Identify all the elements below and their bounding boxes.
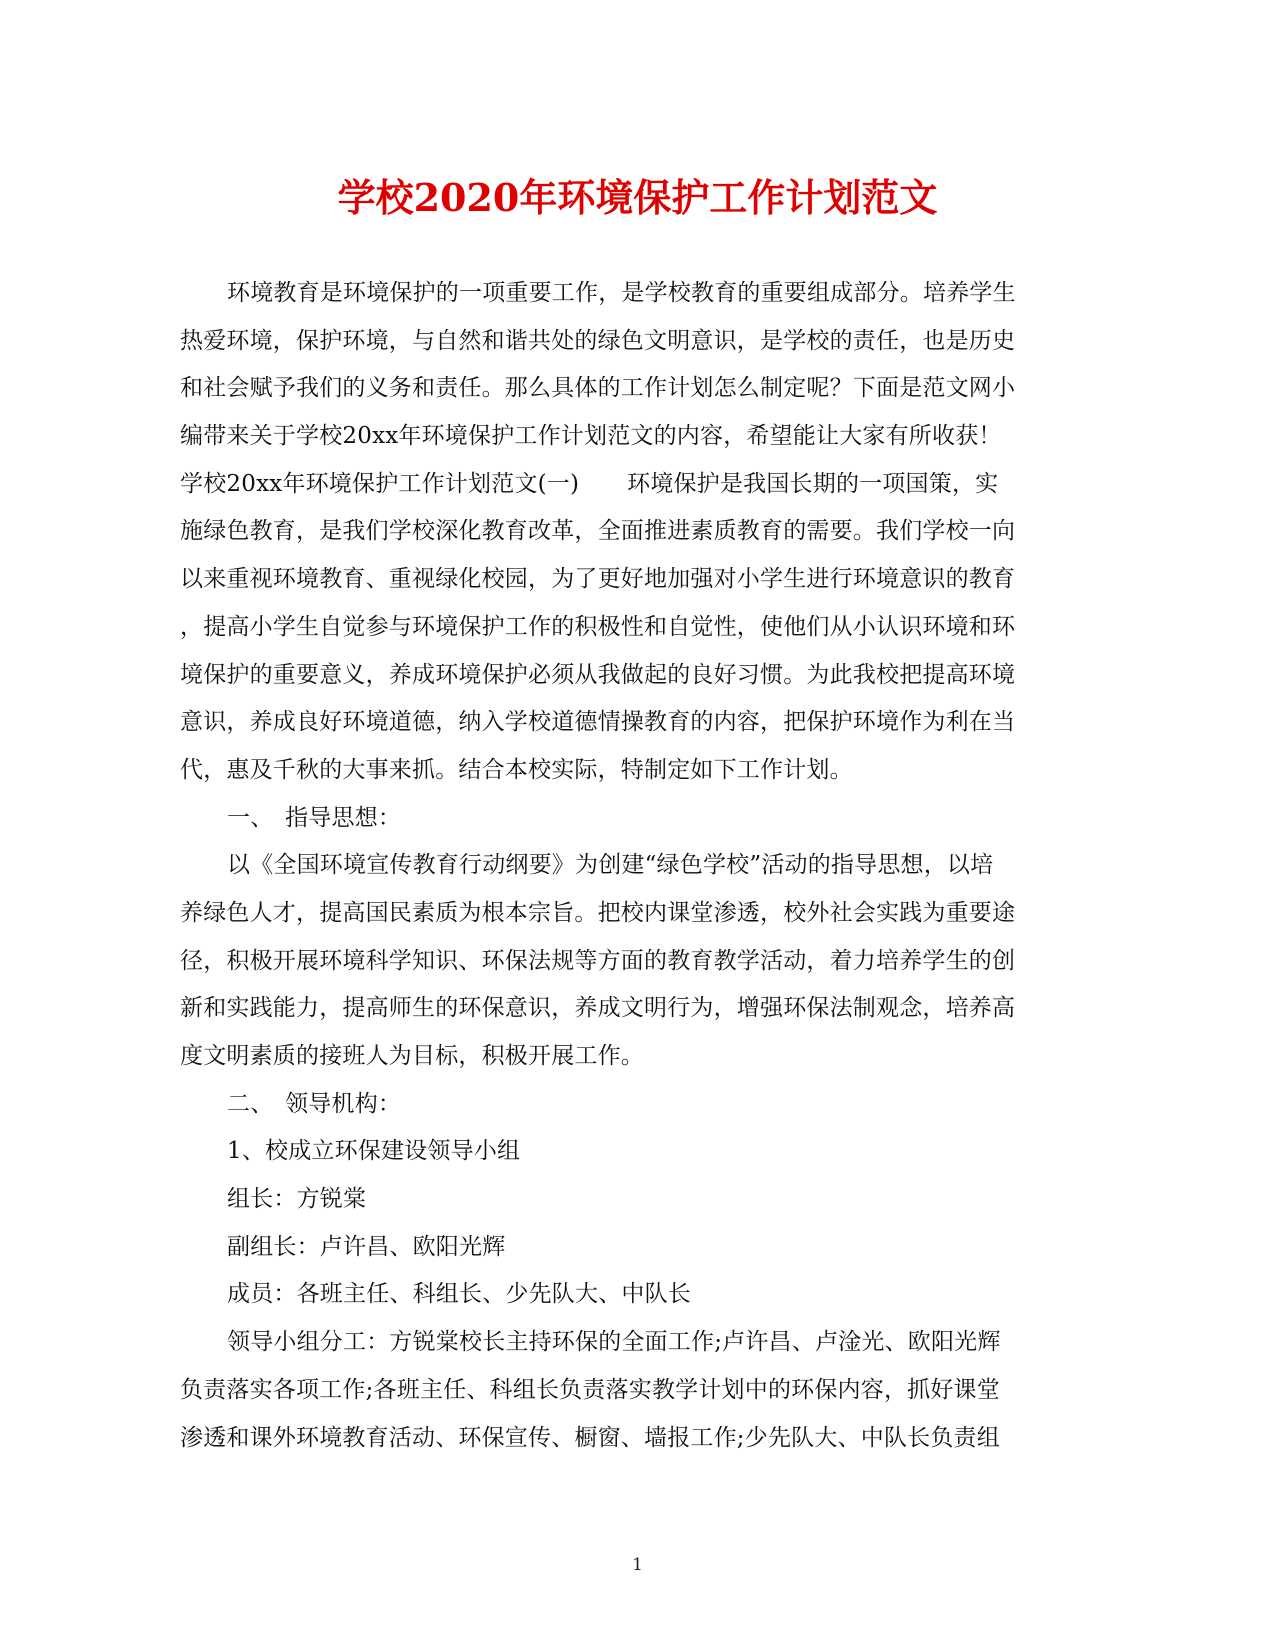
body-line: 径，积极开展环境科学知识、环保法规等方面的教育教学活动，着力培养学生的创 — [180, 947, 1016, 974]
body-line: ，提高小学生自觉参与环境保护工作的积极性和自觉性，使他们从小认识环境和环 — [180, 613, 1016, 640]
body-line: 境保护的重要意义，养成环境保护必须从我做起的良好习惯。为此我校把提高环境 — [180, 661, 1016, 688]
body-line: 新和实践能力，提高师生的环保意识，养成文明行为，增强环保法制观念，培养高 — [180, 995, 1016, 1022]
section-title: 学校20xx年环境保护工作计划范文(一) — [180, 470, 580, 497]
section-heading: 二、 领导机构： — [227, 1090, 402, 1117]
body-line: 1、校成立环保建设领导小组 — [227, 1138, 521, 1165]
body-line: 养绿色人才，提高国民素质为根本宗旨。把校内课堂渗透，校外社会实践为重要途 — [180, 899, 1016, 926]
document-body — [180, 270, 1060, 1462]
body-line: 度文明素质的接班人为目标，积极开展工作。 — [180, 1043, 644, 1069]
body-line: 渗透和课外环境教育活动、环保宣传、橱窗、墙报工作;少先队大、中队长负责组 — [180, 1424, 1000, 1451]
body-line: 编带来关于学校20xx年环境保护工作计划范文的内容，希望能让大家有所收获！ — [180, 423, 1002, 450]
body-line: 代，惠及千秋的大事来抓。结合本校实际，特制定如下工作计划。 — [180, 756, 853, 783]
body-line: 和社会赋予我们的义务和责任。那么具体的工作计划怎么制定呢？下面是范文网小 — [180, 375, 1016, 402]
body-line: 负责落实各项工作;各班主任、科组长负责落实教学计划中的环保内容，抓好课堂 — [180, 1376, 1000, 1403]
body-line: 以《全国环境宣传教育行动纲要》为创建“绿色学校”活动的指导思想，以培 — [227, 852, 994, 879]
section-heading: 一、 指导思想： — [227, 804, 402, 831]
body-line: 成员：各班主任、科组长、少先队大、中队长 — [227, 1281, 691, 1308]
body-text-inline: 环境保护是我国长期的一项国策，实 — [627, 470, 999, 497]
body-line: 意识，养成良好环境道德，纳入学校道德情操教育的内容，把保护环境作为利在当 — [180, 709, 1016, 736]
body-line: 领导小组分工：方锐棠校长主持环保的全面工作;卢许昌、卢淦光、欧阳光辉 — [227, 1329, 1001, 1356]
page-number: 1 — [632, 1555, 643, 1575]
document-title: 学校2020年环境保护工作计划范文 — [337, 175, 938, 220]
body-line: 施绿色教育，是我们学校深化教育改革，全面推进素质教育的需要。我们学校一向 — [180, 518, 1016, 545]
section-heading-line — [180, 461, 1060, 509]
body-line: 热爱环境，保护环境，与自然和谐共处的绿色文明意识，是学校的责任，也是历史 — [180, 327, 1016, 354]
body-line: 以来重视环境教育、重视绿化校园，为了更好地加强对小学生进行环境意识的教育 — [180, 566, 1016, 593]
body-line: 副组长：卢许昌、欧阳光辉 — [227, 1233, 506, 1260]
body-line: 组长：方锐棠 — [227, 1186, 367, 1213]
body-line: 环境教育是环境保护的一项重要工作，是学校教育的重要组成部分。培养学生 — [227, 280, 1016, 306]
